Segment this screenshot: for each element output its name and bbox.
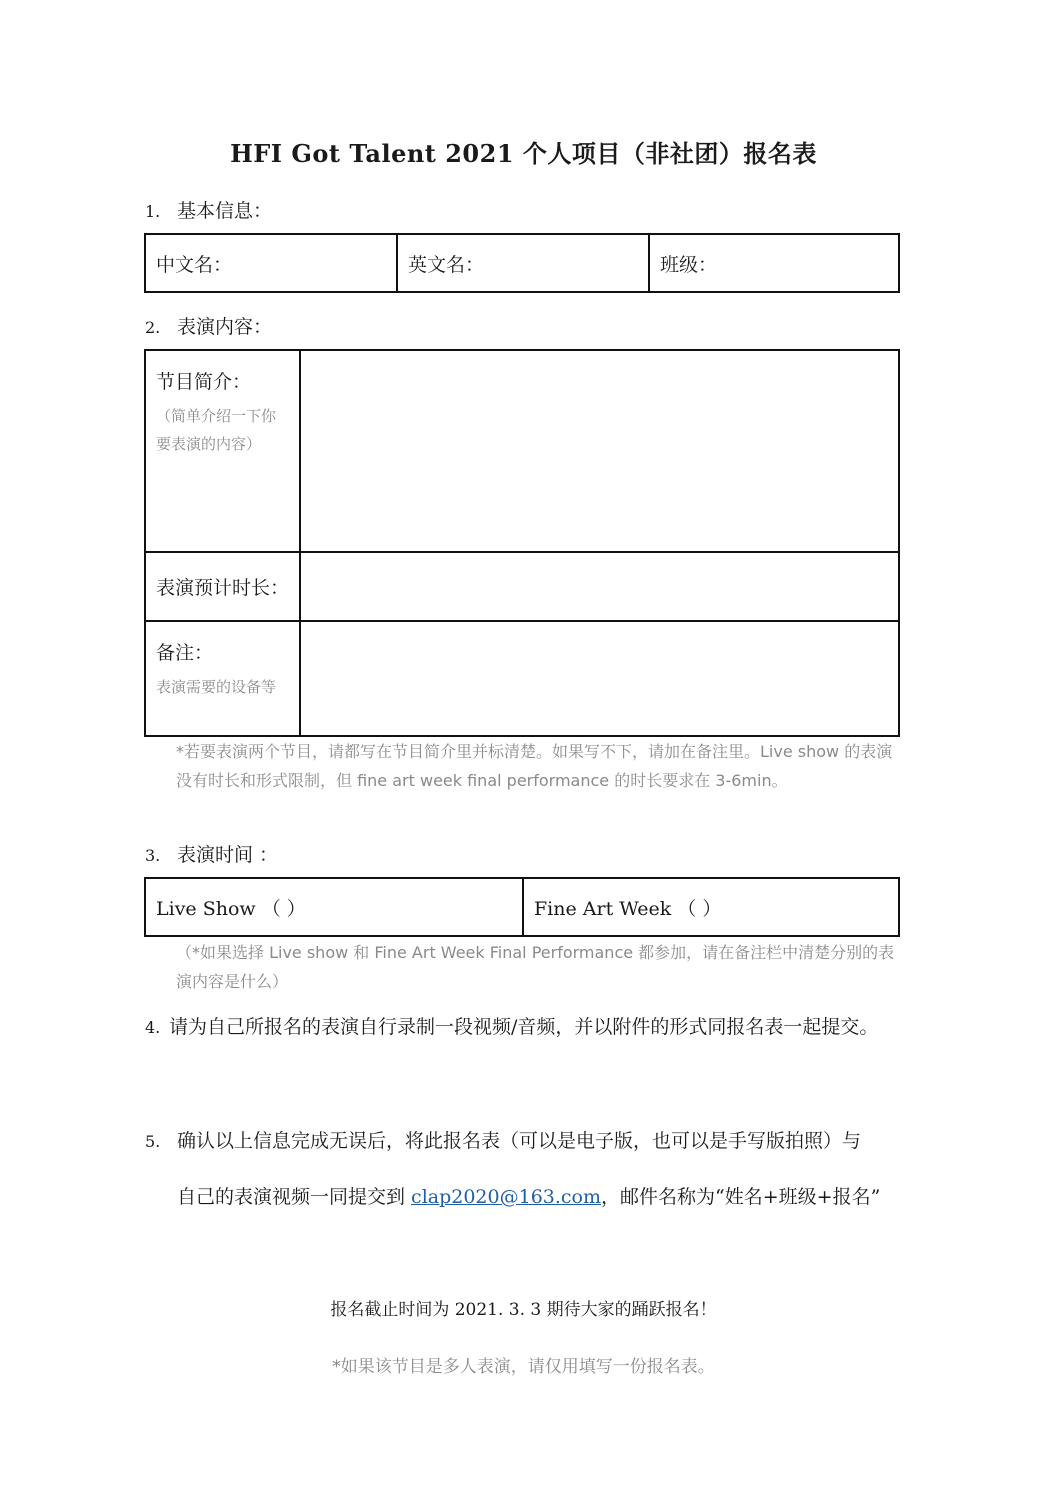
remarks-label: 备注： [156,642,214,664]
fine-art-week-option[interactable] [523,878,899,936]
english-name-label: 英文名： [408,253,485,276]
intro-hint: （简单介绍一下你要表演的内容） [156,407,277,453]
section-video-instructions [145,1012,905,1039]
remarks-hint: 表演需要的设备等 [156,678,277,696]
english-name-field[interactable] [397,234,649,292]
form-title: HFI Got Talent 2021 个人项目（非社团）报名表 [230,139,817,168]
basic-info-table [144,233,900,293]
remarks-label-cell [145,621,300,736]
video-instructions-text: 请为自己所报名的表演自行录制一段视频/音频，并以附件的形式同报名表一起提交。 [169,1016,879,1038]
section-number: 4. [145,1018,161,1037]
section-label: 基本信息： [177,200,273,222]
performance-time-table [144,877,900,937]
footnote-text: *如果该节目是多人表演，请仅用填写一份报名表。 [332,1357,715,1377]
email-link[interactable]: clap2020@163.com [411,1186,602,1208]
section-performance-content [145,312,272,339]
live-show-label: Live Show （ ） [156,897,306,920]
section-submission [145,1126,905,1153]
section-label: 表演时间 ： [177,844,279,866]
performance-table [144,349,900,737]
remarks-input-cell[interactable] [300,621,899,736]
chinese-name-label: 中文名： [156,253,233,276]
section-basic-info [145,196,272,223]
section-number: 2. [145,318,161,337]
duration-input-cell[interactable] [300,552,899,621]
intro-label-cell [145,350,300,552]
performance-note: *若要表演两个节目，请都写在节目简介里并标清楚。如果写不下，请加在备注里。Live show 的表演没有时长和形式限制，但 fine art week final performance 的时长要求在 3-6min。 [176,742,893,790]
submission-text-line1: 确认以上信息完成无误后，将此报名表（可以是电子版，也可以是手写版拍照）与 [177,1130,862,1152]
section-label: 表演内容： [177,316,273,338]
section-number: 1. [145,202,161,221]
intro-input-cell[interactable] [300,350,899,552]
submission-line2 [177,1182,880,1209]
section-number: 3. [145,846,161,865]
intro-label: 节目简介： [156,371,252,393]
section-performance-time [145,840,278,867]
submission-text-suffix: ，邮件名称为“姓名+班级+报名” [601,1186,881,1208]
chinese-name-field[interactable] [145,234,397,292]
class-label: 班级： [660,253,718,276]
live-show-option[interactable] [145,878,523,936]
deadline-text: 报名截止时间为 2021. 3. 3 期待大家的踊跃报名！ [330,1300,717,1320]
fine-art-week-label: Fine Art Week （ ） [534,897,722,920]
submission-text-prefix: 自己的表演视频一同提交到 [177,1186,412,1208]
duration-label-cell [145,552,300,621]
duration-label: 表演预计时长： [156,577,290,599]
class-field[interactable] [649,234,899,292]
performance-time-note: （*如果选择 Live show 和 Fine Art Week Final Performance 都参加，请在备注栏中清楚分别的表演内容是什么） [176,943,895,991]
section-number: 5. [145,1132,161,1151]
